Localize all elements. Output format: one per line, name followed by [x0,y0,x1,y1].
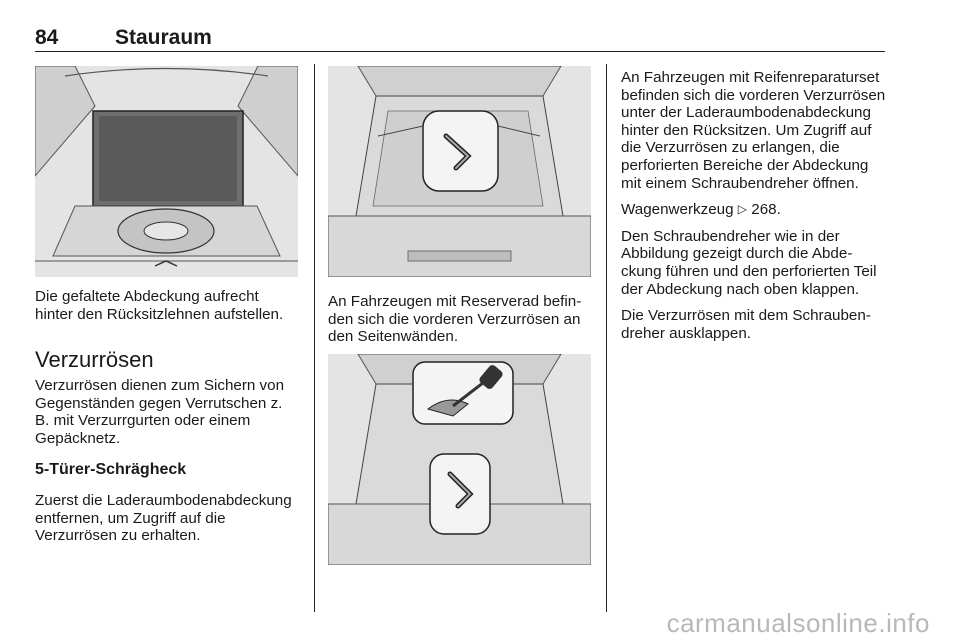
body-paragraph: Zuerst die Laderaumbodenabdeckung entfernen, um Zugriff auf die Verzurrösen zu erhalten. [35,492,292,545]
screwdriver-paragraph: Den Schraubendreher wie in der Abbildung gezeigt durch die Abdeckung führen und den perforierten Teil der Abdeckung nach oben klappen. [621,227,877,298]
figure-folded-cover [35,66,298,277]
watermark: carmanualsonline.info [666,608,930,638]
tool-reference-page: 268. [751,201,781,219]
column-divider-2 [606,64,607,612]
intro-paragraph: Verzurrösen dienen zum Sichern von Gegenständen gegen Verrutschen z. B. mit Verzurrgurten oder einem Gepäcknetz. [35,377,285,447]
tool-reference-label: Wagenwerkzeug [621,201,734,219]
tool-reference [621,201,887,219]
page-number: 84 [35,26,59,49]
lashing-eye-illustration [328,66,591,277]
caption-folded-cover: Die gefaltete Abdeckung aufrecht hinter den Rücksitzlehnen aufstellen. [35,288,284,323]
column-divider-1 [314,64,315,612]
header-rule [35,51,885,52]
subsection-heading: 5-Türer-Schrägheck [35,461,187,478]
fold-out-paragraph: Die Verzurrösen mit dem Schraubendreher ausklappen. [621,307,871,342]
screwdriver-illustration [328,354,591,565]
trunk-cover-illustration [35,66,298,277]
chapter-title: Stauraum [115,26,212,49]
section-heading: Verzurrösen [35,347,154,372]
figure-lashing-eyes-spare-wheel [328,66,591,277]
page-reference-icon: ▷ [737,202,748,217]
caption-spare-wheel: An Fahrzeugen mit Reserverad befinden sich die vorderen Verzurrösen an den Seitenwänden. [328,293,582,346]
figure-screwdriver-cover [328,354,591,565]
repair-kit-paragraph: An Fahrzeugen mit Reifenreparaturset befinden sich die vorderen Verzurrösen unter der Laderaumbodenabdeckung hinter den Rücksitzen. Um Zugriff auf die Verzurrösen zu erlangen, die perforierten Bereiche der Abdeckung mit einem Schraubendreher öffnen. [621,69,886,192]
column-3-text [621,69,887,351]
page-header [35,26,885,52]
